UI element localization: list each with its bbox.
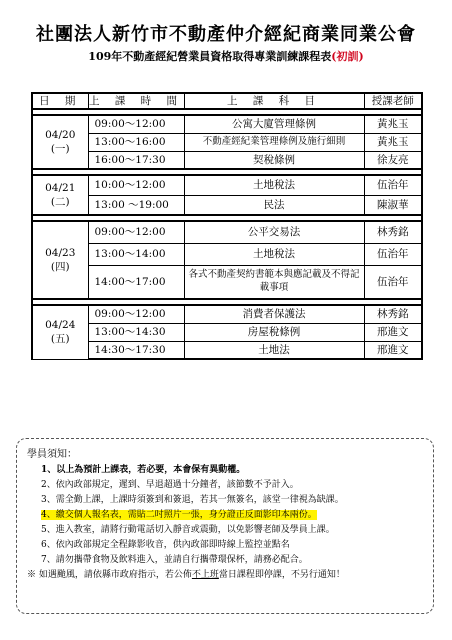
table-row bbox=[32, 221, 422, 243]
subject-cell: 契稅條例 bbox=[184, 151, 364, 169]
table-row bbox=[32, 305, 422, 323]
warning-text-post: 當日課程即停課，不另行通知！ bbox=[218, 570, 345, 580]
date-text: 04/23 bbox=[45, 247, 76, 259]
note-item-7: 7、請勿攜帶食物及飲料進入，並請自行攜帶環保杯，請務必配合。 bbox=[41, 555, 308, 565]
teacher-cell: 伍治年 bbox=[364, 175, 422, 195]
teacher-cell: 黃兆玉 bbox=[364, 115, 422, 133]
notes-box bbox=[16, 438, 434, 614]
subject-cell: 公寓大廈管理條例 bbox=[184, 115, 364, 133]
weekday-text: (四) bbox=[50, 261, 70, 274]
subject-cell: 公平交易法 bbox=[184, 221, 364, 243]
subject-cell: 民法 bbox=[184, 195, 364, 215]
teacher-cell: 伍治年 bbox=[364, 265, 422, 299]
subject-cell: 土地稅法 bbox=[184, 243, 364, 265]
col-header-date: 日 期 bbox=[32, 93, 88, 109]
note-item-4 bbox=[27, 508, 423, 523]
date-cell bbox=[32, 221, 88, 299]
table-row bbox=[32, 341, 422, 359]
subject-cell: 土地法 bbox=[184, 341, 364, 359]
date-cell bbox=[32, 175, 88, 215]
note-item-3: 3、需全勤上課，上課時須簽到和簽退，若其一無簽名，該堂一律視為缺課。 bbox=[41, 495, 344, 505]
table-row bbox=[32, 265, 422, 299]
teacher-cell: 邢進文 bbox=[364, 323, 422, 341]
time-cell: 13:00～16:00 bbox=[88, 133, 184, 151]
teacher-cell: 黃兆玉 bbox=[364, 133, 422, 151]
weekday-text: (五) bbox=[50, 333, 70, 346]
col-header-time: 上 課 時 間 bbox=[88, 93, 184, 109]
table-row bbox=[32, 175, 422, 195]
time-cell: 14:30～17:30 bbox=[88, 341, 184, 359]
table-row bbox=[32, 115, 422, 133]
teacher-cell: 陳淑華 bbox=[364, 195, 422, 215]
notes-heading: 學員須知： bbox=[27, 449, 77, 460]
weekday-text: (二) bbox=[50, 196, 70, 209]
date-text: 04/21 bbox=[45, 182, 76, 194]
teacher-cell: 伍治年 bbox=[364, 243, 422, 265]
time-cell: 13:00～14:00 bbox=[88, 243, 184, 265]
table-row bbox=[32, 151, 422, 169]
subject-cell: 各式不動產契約書範本與應記載及不得記載事項 bbox=[184, 265, 364, 299]
document-title: 社團法人新竹市不動產仲介經紀商業同業公會 bbox=[36, 24, 416, 45]
time-cell: 14:00～17:00 bbox=[88, 265, 184, 299]
time-cell: 13:00 ～19:00 bbox=[88, 195, 184, 215]
date-text: 04/24 bbox=[45, 319, 76, 332]
table-row bbox=[32, 133, 422, 151]
note-item-6: 6、依內政部規定全程錄影收音，供內政部即時線上監控並點名 bbox=[41, 540, 290, 550]
subject-cell: 土地稅法 bbox=[184, 175, 364, 195]
teacher-cell: 林秀銘 bbox=[364, 221, 422, 243]
teacher-cell: 邢進文 bbox=[364, 341, 422, 359]
date-cell bbox=[32, 305, 88, 359]
col-header-teacher: 授課老師 bbox=[364, 93, 422, 109]
subtitle-tag: (初訓) bbox=[331, 50, 364, 63]
date-cell bbox=[32, 115, 88, 169]
warning-text-pre: ※ 如遇颱風，請依縣市政府指示，若公佈 bbox=[27, 570, 192, 580]
note-item-4-highlight: 4、繳交個人報名表，需貼二吋照片一張，身分證正反面影印本兩份。 bbox=[41, 510, 317, 520]
note-item-1: 1、以上為預計上課表，若必要，本會保有異動權。 bbox=[41, 465, 246, 475]
table-row bbox=[32, 323, 422, 341]
table-row bbox=[32, 195, 422, 215]
time-cell: 13:00～14:30 bbox=[88, 323, 184, 341]
warning-text-underlined: 不上班 bbox=[191, 570, 219, 580]
document-subtitle bbox=[0, 48, 452, 64]
date-text: 04/20 bbox=[45, 129, 76, 141]
time-cell: 09:00～12:00 bbox=[88, 221, 184, 243]
time-cell: 16:00～17:30 bbox=[88, 151, 184, 169]
weekday-text: (一) bbox=[50, 143, 70, 156]
note-item-5: 5、進入教室，請將行動電話切入靜音或震動，以免影響老師及學員上課。 bbox=[41, 525, 335, 535]
subject-cell: 消費者保護法 bbox=[184, 305, 364, 323]
time-cell: 09:00～12:00 bbox=[88, 115, 184, 133]
schedule-table bbox=[31, 92, 423, 360]
time-cell: 09:00～12:00 bbox=[88, 305, 184, 323]
subject-cell: 不動產經紀業管理條例及施行細則 bbox=[184, 133, 364, 151]
table-row bbox=[32, 243, 422, 265]
teacher-cell: 林秀銘 bbox=[364, 305, 422, 323]
col-header-subject: 上 課 科 目 bbox=[184, 93, 364, 109]
typhoon-warning bbox=[27, 568, 423, 583]
subject-cell: 房屋稅條例 bbox=[184, 323, 364, 341]
subtitle-main: 109年不動產經紀營業員資格取得專業訓練課程表 bbox=[88, 50, 332, 63]
note-item-2: 2、依內政部規定，遲到、早退超過十分鐘者，該節數不予計入。 bbox=[41, 480, 299, 490]
teacher-cell: 徐友亮 bbox=[364, 151, 422, 169]
time-cell: 10:00～12:00 bbox=[88, 175, 184, 195]
table-header-row bbox=[32, 93, 422, 109]
